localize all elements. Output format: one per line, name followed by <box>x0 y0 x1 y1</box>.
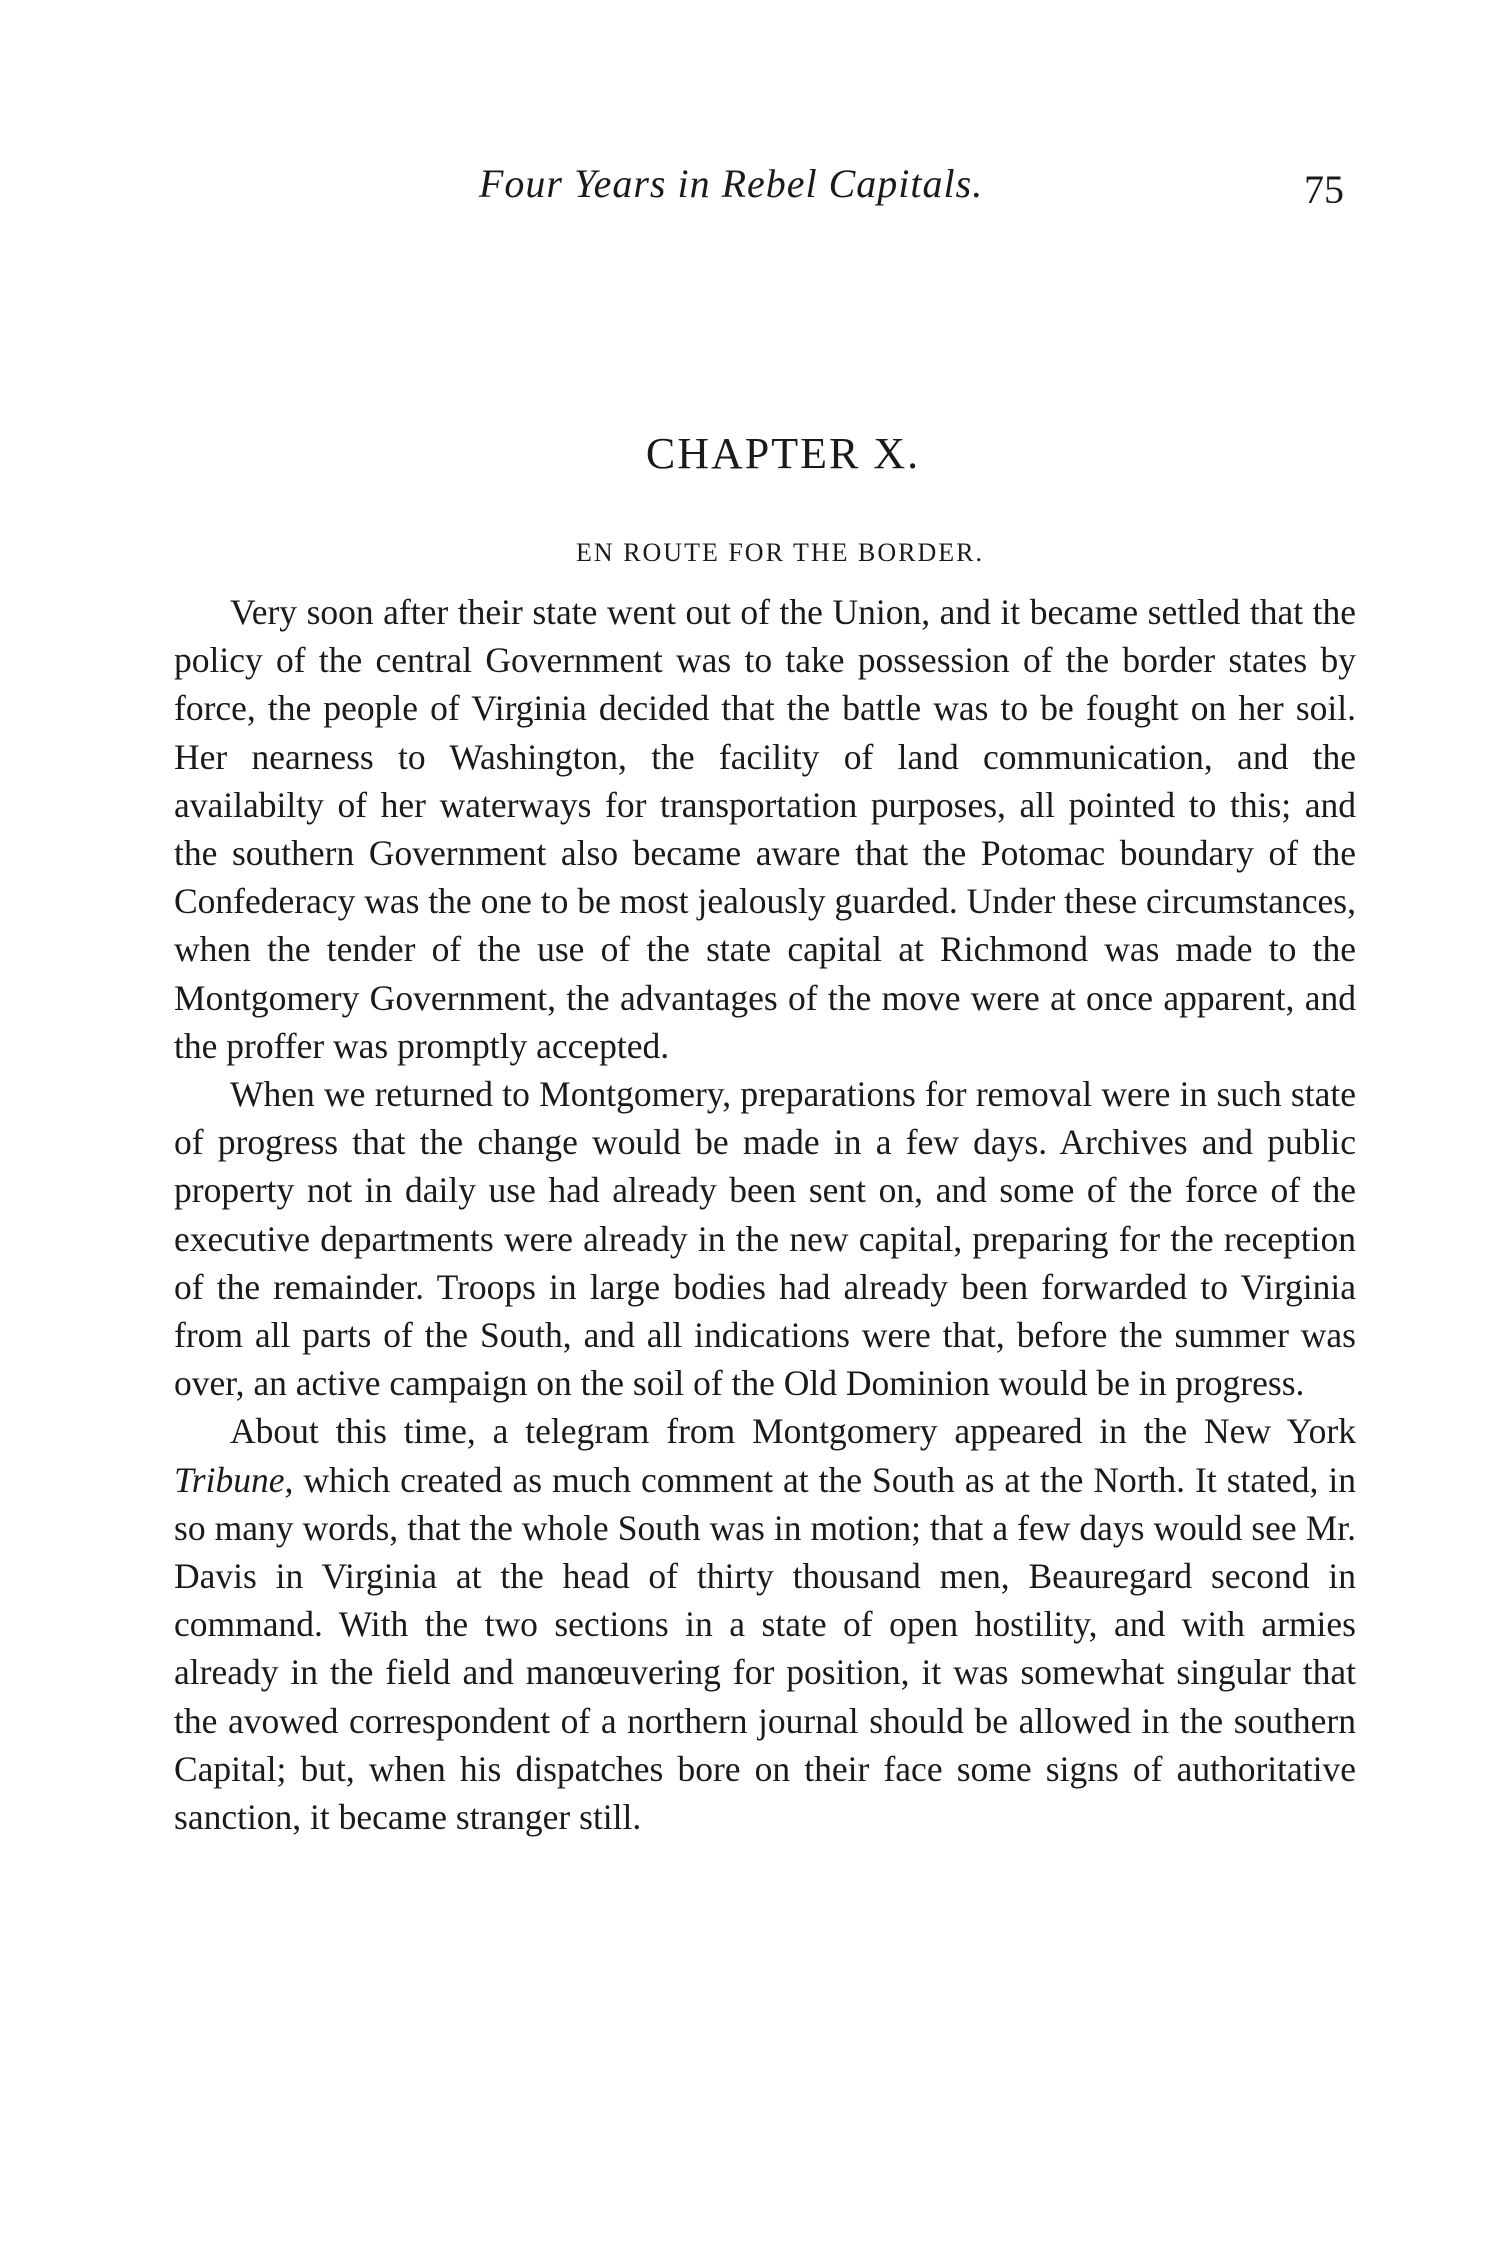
paragraph-3 <box>174 1407 1356 1841</box>
chapter-subtitle: EN ROUTE FOR THE BORDER. <box>576 538 984 567</box>
running-title: Four Years in Rebel Capitals. <box>479 161 984 206</box>
paragraph-1: Very soon after their state went out of the Union, and it became settled that the policy of the central Government was to take possession of the border states by force, the people of Virginia decided that the battle was to be fought on her soil. Her nearness to Washington, the facility of land communication, and the availabilty of her waterways for transportation purposes, all pointed to this; and the southern Government also became aware that the Potomac boundary of the Confederacy was the one to be most jealously guarded. Under these circumstances, when the tender of the use of the state capital at Richmond was made to the Montgomery Government, the advantages of the move were at once apparent, and the proffer was promptly accepted. <box>174 592 1356 1066</box>
running-header <box>174 160 1354 220</box>
chapter-title: CHAPTER X. <box>645 429 921 478</box>
paragraph-3-start: About this time, a telegram from Montgomery appeared in the New York <box>230 1411 1356 1452</box>
paragraph-3-rest: which created as much comment at the South as at the North. It stated, in so many words, that the whole South was in motion; that a few days would see Mr. Davis in Virginia at the head of thirty thousand men, Beauregard second in command. With the two sections in a state of open hostility, and with armies already in the field and manœuvering for position, it was somewhat singular that the avowed correspondent of a northern journal should be allowed in the southern Capital; but, when his dispatches bore on their face some signs of authoritative sanction, it became stranger still. <box>174 1459 1356 1838</box>
body-text <box>174 588 1356 1841</box>
paragraph-2: When we returned to Montgomery, preparations for removal were in such state of progress that the change would be made in a few days. Archives and public property not in daily use had already been sent on, and some of the force of the executive departments were already in the new capital, preparing for the reception of the remainder. Troops in large bodies had already been forwarded to Virginia from all parts of the South, and all indications were that, before the summer was over, an active campaign on the soil of the Old Dominion would be in progress. <box>174 1074 1356 1404</box>
page-number: 75 <box>1304 167 1344 212</box>
newspaper-title: Tribune, <box>174 1459 294 1500</box>
